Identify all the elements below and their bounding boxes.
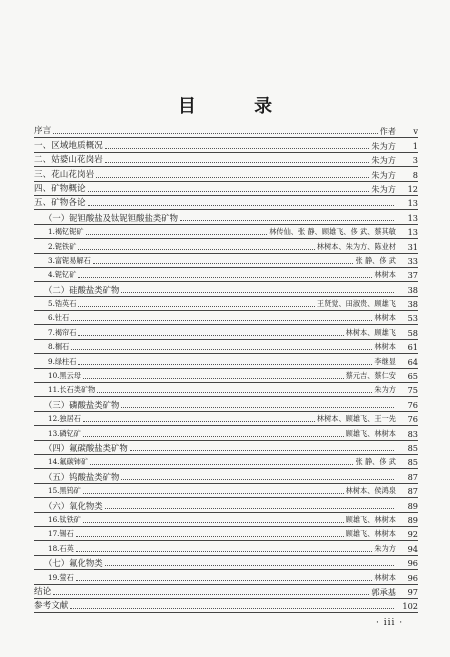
toc-entry-page: 96 — [407, 572, 418, 583]
row-divider — [34, 612, 418, 613]
dot-leader — [93, 262, 354, 264]
toc-entry-author: 林树本 — [374, 270, 396, 280]
dot-leader — [121, 478, 394, 480]
toc-entry-label: 二、姑婆山花岗岩 — [34, 155, 103, 166]
toc-entry-label: 11.长石类矿物 — [48, 385, 96, 395]
toc-entry-label: 4.铌钇矿 — [48, 270, 77, 280]
toc-entry-label: 1.褐钇铌矿 — [48, 227, 84, 237]
dot-leader — [78, 363, 372, 365]
toc-entry-label: （四）氟碳酸盐类矿物 — [44, 442, 128, 453]
dot-leader — [180, 219, 394, 221]
toc-entry-label: 结论 — [34, 586, 52, 597]
toc-entry-author: 朱为方 — [371, 169, 396, 180]
toc-entry — [34, 153, 418, 165]
dot-leader — [78, 248, 315, 250]
toc-entry — [34, 340, 418, 352]
toc-entry — [34, 513, 418, 525]
toc-entry-author: 王贤觉、田淑贵、顾雄飞 — [316, 299, 396, 309]
toc-entry — [34, 556, 418, 568]
toc-entry — [34, 325, 418, 337]
toc-entry-label: 19.萤石 — [48, 572, 74, 582]
toc-entry-page: 1 — [412, 140, 418, 151]
dot-leader — [83, 521, 344, 523]
toc-entry — [34, 354, 418, 366]
toc-entry-author: 顾雄飞、林树本 — [345, 529, 396, 539]
dot-leader — [105, 507, 394, 509]
toc-entry-author: 作者 — [379, 126, 396, 137]
dot-leader — [83, 435, 344, 437]
dot-leader — [88, 190, 370, 192]
page-number-footer: · iii · — [376, 618, 404, 628]
dot-leader — [83, 492, 344, 494]
toc-entry-author: 朱为方 — [371, 155, 396, 166]
toc-entry — [34, 124, 418, 136]
toc-entry — [34, 182, 418, 194]
toc-entry-page: 13 — [407, 212, 418, 223]
dot-leader — [97, 391, 372, 393]
toc-entry-page: 12 — [407, 183, 418, 194]
toc-entry — [34, 225, 418, 237]
toc-entry-page: 13 — [407, 198, 418, 209]
toc-entry-author: 林树本 — [374, 572, 396, 582]
page-title: 目 录 — [177, 96, 299, 117]
dot-leader — [121, 291, 394, 293]
toc-entry-page: 97 — [407, 586, 418, 597]
toc-entry-label: 一、区域地质概况 — [34, 140, 103, 151]
toc-entry — [34, 167, 418, 179]
toc-entry-label: 参考文献 — [34, 601, 69, 612]
toc-entry — [34, 297, 418, 309]
toc-entry-label: （五）钨酸盐类矿物 — [44, 471, 120, 482]
toc-entry-author: 林树本、侯鸿泉 — [345, 486, 396, 496]
toc-entry — [34, 498, 418, 510]
toc-entry — [34, 210, 418, 222]
toc-entry-page: 58 — [407, 327, 418, 338]
toc-entry — [34, 541, 418, 553]
toc-entry-page: 96 — [407, 558, 418, 569]
toc-entry-page: 76 — [407, 414, 418, 425]
toc-entry-page: 89 — [407, 514, 418, 525]
dot-leader — [121, 406, 394, 408]
toc-entry — [34, 268, 418, 280]
toc-entry-page: 3 — [412, 155, 418, 166]
toc-entry — [34, 570, 418, 582]
toc-entry-label: 9.绿柱石 — [48, 356, 77, 366]
toc-entry-author: 郭承基 — [371, 586, 396, 597]
toc-entry-author: 李继显 — [374, 356, 396, 366]
toc-entry-label: 五、矿物各论 — [34, 198, 86, 209]
toc-entry-author: 蔡元吉、蔡仁安 — [345, 371, 396, 381]
toc-entry-page: 53 — [407, 313, 418, 324]
toc-entry-label: 四、矿物概论 — [34, 183, 86, 194]
dot-leader — [71, 348, 372, 350]
toc-entry-label: 3.富铌易解石 — [48, 255, 91, 265]
toc-entry — [34, 239, 418, 251]
dot-leader — [53, 593, 369, 595]
toc-entry — [34, 426, 418, 438]
toc-entry-page: 37 — [407, 270, 418, 281]
toc-entry-page: 61 — [407, 342, 418, 353]
toc-entry-author: 朱为方 — [371, 140, 396, 151]
dot-leader — [78, 334, 343, 336]
toc-entry-page: 33 — [407, 255, 418, 266]
toc-entry-label: 13.磷钇矿 — [48, 428, 81, 438]
toc-entry-label: （一）铌钽酸盐及钛铌钽酸盐类矿物 — [44, 212, 178, 223]
toc-entry-label: 16.钛铁矿 — [48, 514, 81, 524]
toc-entry-page: 87 — [407, 486, 418, 497]
toc-entry-page: v — [413, 126, 418, 137]
toc-entry — [34, 527, 418, 539]
toc-entry-label: 17.锡石 — [48, 529, 74, 539]
toc-entry-page: 89 — [407, 500, 418, 511]
toc-entry-page: 85 — [407, 442, 418, 453]
toc-entry-page: 87 — [407, 471, 418, 482]
toc-entry-label: 14.氟碳铈矿 — [48, 457, 89, 467]
toc-entry-page: 102 — [402, 601, 418, 612]
toc-entry-author: 顾雄飞、林树本 — [345, 428, 396, 438]
dot-leader — [83, 420, 315, 422]
toc-entry-label: （三）磷酸盐类矿物 — [44, 399, 120, 410]
toc-entry-author: 林传仙、张 静、顾雄飞、侈 武、蔡其敏 — [269, 227, 396, 237]
toc-entry-page: 8 — [412, 169, 418, 180]
toc-entry-label: 三、花山花岗岩 — [34, 169, 95, 180]
toc-entry-page: 31 — [407, 241, 418, 252]
toc-entry-page: 38 — [407, 299, 418, 310]
toc-entry-label: 12.独居石 — [48, 414, 81, 424]
toc-entry-author: 林树本、顾雄飞、王一先 — [316, 414, 396, 424]
dot-leader — [105, 564, 394, 566]
toc-entry — [34, 441, 418, 453]
toc-entry-label: 2.铌铁矿 — [48, 241, 77, 251]
dot-leader — [78, 305, 315, 307]
toc-entry — [34, 383, 418, 395]
toc-entry-page: 83 — [407, 428, 418, 439]
dot-leader — [53, 132, 377, 134]
toc-entry — [34, 196, 418, 208]
dot-leader — [105, 147, 370, 149]
dot-leader — [83, 377, 344, 379]
toc-entry — [34, 138, 418, 150]
toc-entry — [34, 469, 418, 481]
toc-entry-author: 林树本 — [374, 313, 396, 323]
toc-entry — [34, 369, 418, 381]
dot-leader — [105, 161, 370, 163]
toc-entry — [34, 311, 418, 323]
toc-entry-label: 8.榍石 — [48, 342, 70, 352]
dot-leader — [130, 449, 394, 451]
dot-leader — [76, 579, 373, 581]
toc-entry-label: （七）氟化物类 — [44, 558, 103, 569]
dot-leader — [71, 319, 372, 321]
dot-leader — [96, 176, 369, 178]
toc-entry-label: （六）氧化物类 — [44, 500, 103, 511]
toc-entry-page: 65 — [407, 371, 418, 382]
toc-entry — [34, 412, 418, 424]
toc-entry-label: 5.锆英石 — [48, 299, 77, 309]
toc-entry-author: 朱为方 — [371, 183, 396, 194]
toc-entry — [34, 484, 418, 496]
toc-entry-page: 75 — [407, 385, 418, 396]
toc-entry-label: 序言 — [34, 126, 52, 137]
toc-entry-page: 64 — [407, 356, 418, 367]
toc-entry-author: 朱为方 — [374, 543, 396, 553]
dot-leader — [90, 463, 353, 465]
toc-entry-page: 13 — [407, 227, 418, 238]
dot-leader — [76, 535, 344, 537]
toc-entry-label: 18.石英 — [48, 543, 74, 553]
toc-entry — [34, 397, 418, 409]
toc-entry — [34, 254, 418, 266]
dot-leader — [86, 233, 268, 235]
dot-leader — [88, 204, 394, 206]
toc-entry-page: 38 — [407, 284, 418, 295]
toc-entry — [34, 282, 418, 294]
toc-entry — [34, 585, 418, 597]
toc-entry-label: 7.褐帘石 — [48, 327, 77, 337]
toc-entry-author: 林树本、顾雄飞 — [345, 327, 396, 337]
toc-entry-label: 10.黑云母 — [48, 371, 81, 381]
dot-leader — [76, 550, 373, 552]
toc-entry-author: 朱为方 — [374, 385, 396, 395]
toc-entry — [34, 599, 418, 611]
toc-entry-label: 15.黑钨矿 — [48, 486, 81, 496]
toc-entry-author: 张 静、侈 武 — [355, 255, 396, 265]
toc-entry-label: 6.钍石 — [48, 313, 70, 323]
toc-entry-page: 76 — [407, 399, 418, 410]
dot-leader — [70, 607, 394, 609]
table-of-contents — [34, 124, 418, 613]
toc-entry-author: 张 静、侈 武 — [355, 457, 396, 467]
toc-entry-author: 林树本、朱为方、陈业材 — [316, 241, 396, 251]
toc-entry — [34, 455, 418, 467]
toc-entry-label: （二）硅酸盐类矿物 — [44, 284, 120, 295]
toc-entry-author: 林树本 — [374, 342, 396, 352]
dot-leader — [78, 276, 372, 278]
toc-entry-page: 85 — [407, 457, 418, 468]
toc-entry-page: 94 — [407, 543, 418, 554]
toc-entry-page: 92 — [407, 529, 418, 540]
toc-entry-author: 顾雄飞、林树本 — [345, 514, 396, 524]
